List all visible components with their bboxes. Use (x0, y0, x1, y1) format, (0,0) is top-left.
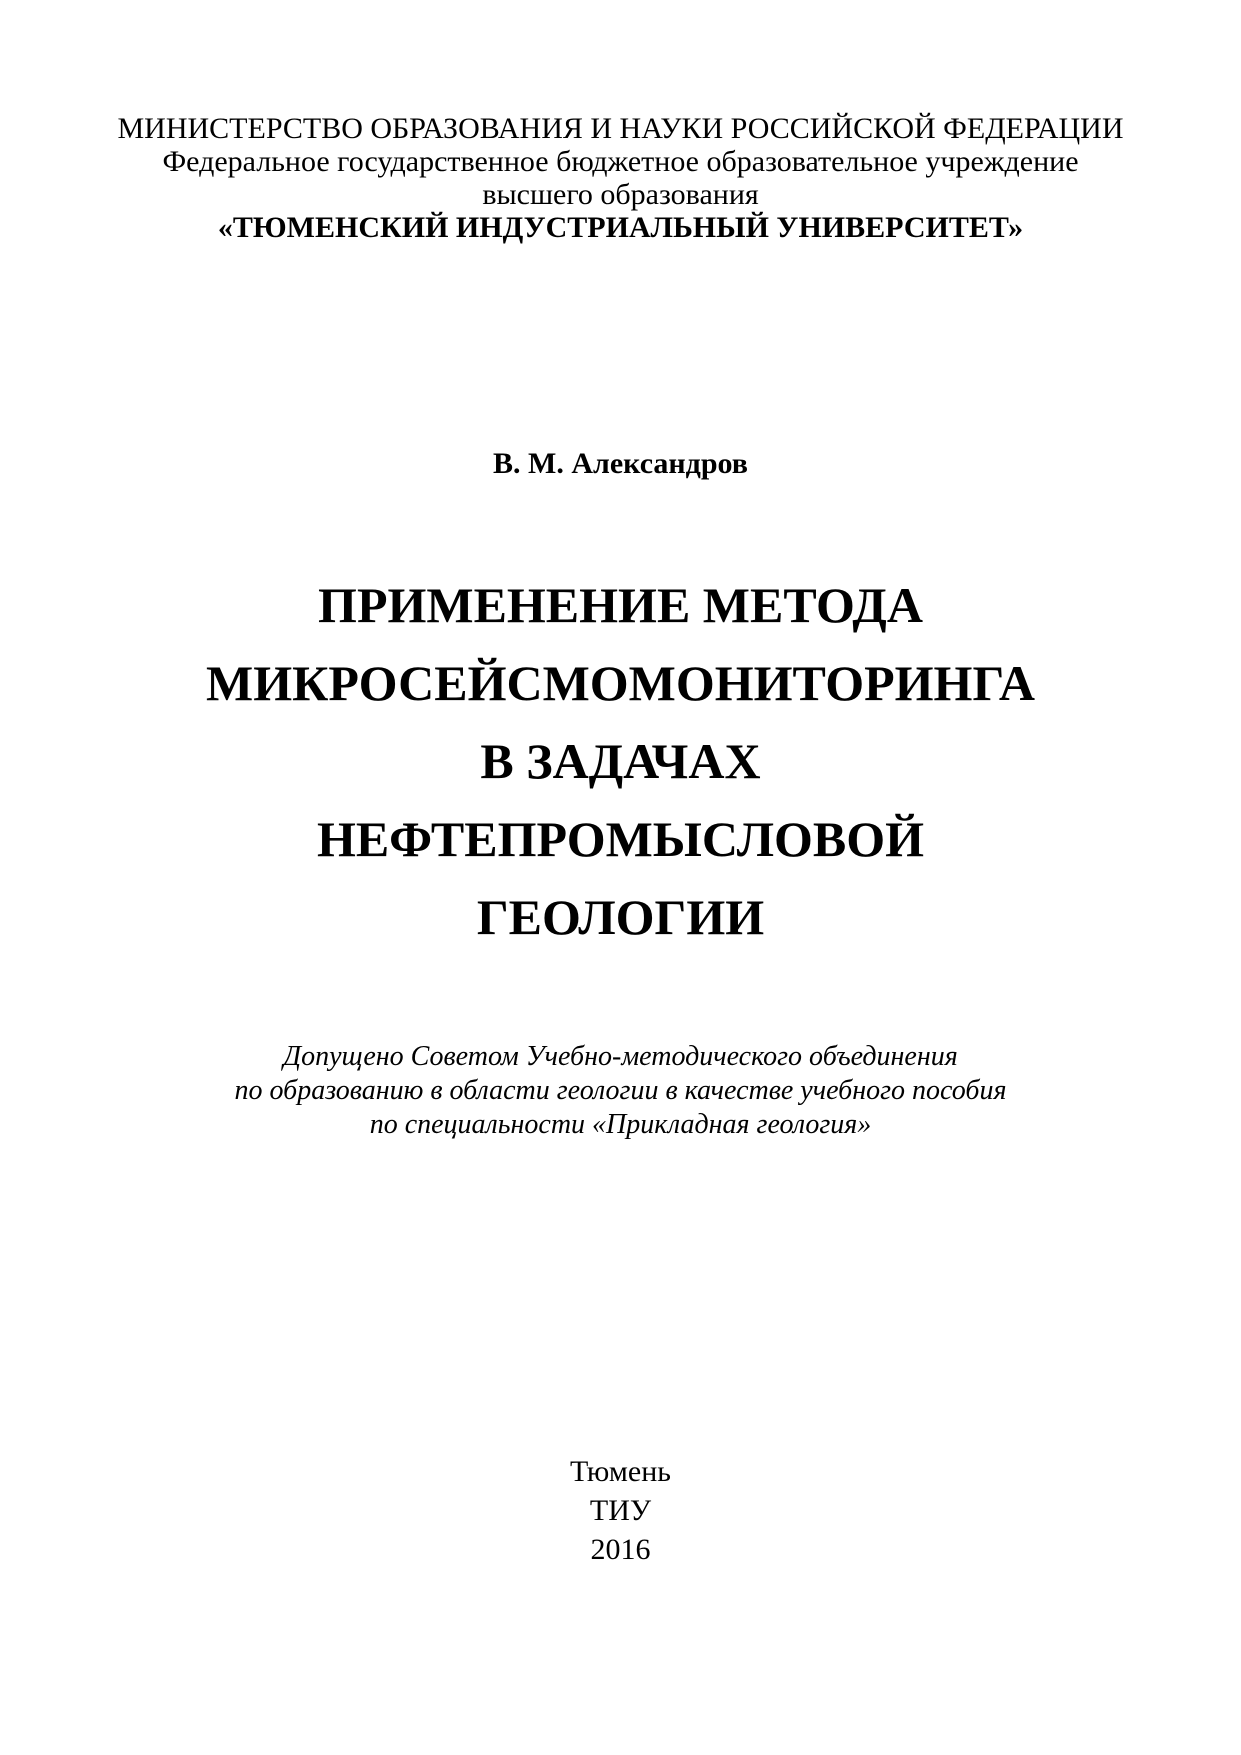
approval-line: по специальности «Прикладная геология» (369, 1109, 872, 1140)
title-line: ГЕОЛОГИИ (476, 889, 765, 945)
imprint-city: Тюмень (570, 1455, 671, 1488)
title-line: МИКРОСЕЙСМОМОНИТОРИНГА (206, 655, 1035, 711)
book-title (0, 566, 1241, 956)
approval-line: Допущено Советом Учебно-методического объединения (283, 1041, 958, 1072)
title-line: В ЗАДАЧАХ (480, 733, 761, 789)
title-line: ПРИМЕНЕНИЕ МЕТОДА (318, 577, 923, 633)
approval-line: по образованию в области геологии в качестве учебного пособия (234, 1075, 1007, 1106)
author-name: В. М. Александров (493, 447, 748, 480)
approval-note (0, 1040, 1241, 1142)
institution-type-line-1: Федеральное государственное бюджетное образовательное учреждение (162, 145, 1079, 178)
imprint-publisher: ТИУ (589, 1494, 652, 1527)
institution-header (0, 112, 1241, 244)
imprint (0, 1452, 1241, 1569)
institution-type-line-2: высшего образования (482, 178, 759, 211)
ministry-name: МИНИСТЕРСТВО ОБРАЗОВАНИЯ И НАУКИ РОССИЙСКОЙ ФЕДЕРАЦИИ (117, 112, 1124, 145)
title-line: НЕФТЕПРОМЫСЛОВОЙ (316, 811, 925, 867)
imprint-year: 2016 (590, 1533, 651, 1566)
university-name: «ТЮМЕНСКИЙ ИНДУСТРИАЛЬНЫЙ УНИВЕРСИТЕТ» (217, 211, 1024, 244)
